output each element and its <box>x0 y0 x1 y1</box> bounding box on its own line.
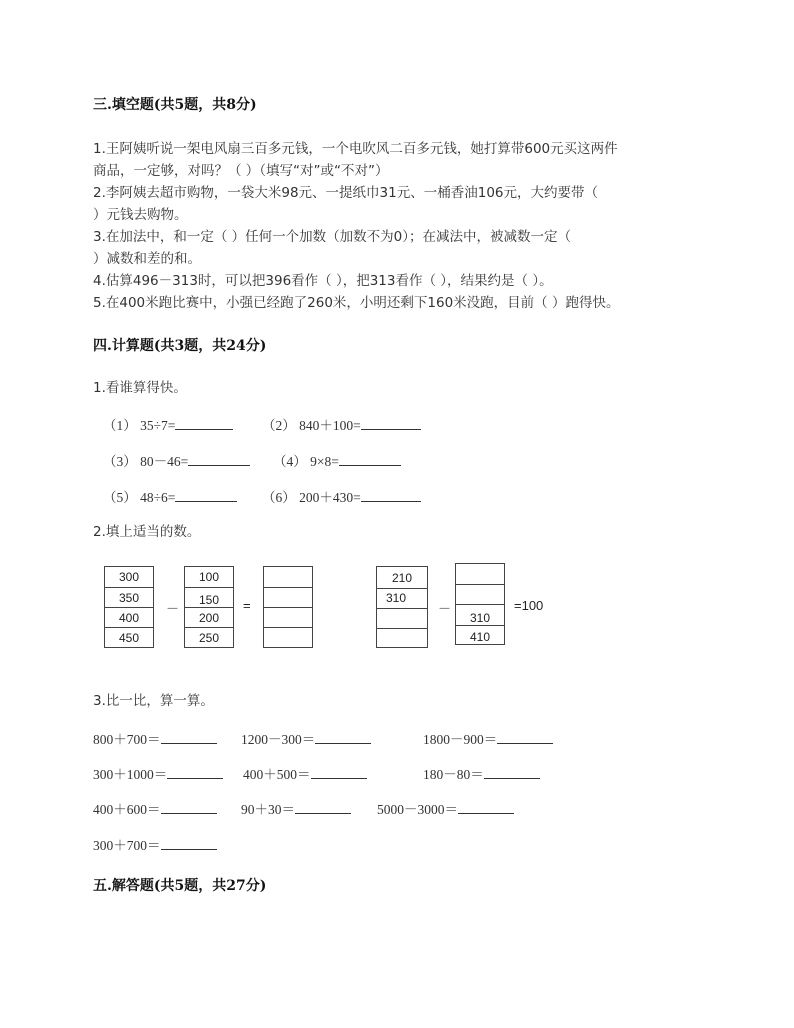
box-cell: 310 <box>456 604 504 625</box>
question-3-2-line-2: ）元钱去购物。 <box>93 207 188 223</box>
answer-blank[interactable] <box>311 766 367 779</box>
question-4-3-title: 3.比一比，算一算。 <box>93 693 214 709</box>
box-cell: 200 <box>185 607 233 627</box>
box-column-a <box>104 566 154 648</box>
answer-box[interactable] <box>264 567 312 587</box>
box-cell: 250 <box>185 627 233 648</box>
compare-item: 800＋700＝ <box>93 728 217 748</box>
box-column-b <box>184 566 234 648</box>
question-3-2-line-1: 2.李阿姨去超市购物，一袋大米98元、一提纸巾31元、一桶香油106元，大约要带（ <box>93 185 599 201</box>
box-cell: 410 <box>456 625 504 645</box>
section-4-heading: 四.计算题(共3题，共24分) <box>93 338 267 354</box>
minus-sign: － <box>166 601 180 616</box>
calc-item: （2） 840＋100= <box>262 414 421 434</box>
answer-blank[interactable] <box>361 417 421 430</box>
section-3-heading: 三.填空题(共5题，共8分) <box>93 97 257 113</box>
box-cell: 310 <box>377 588 427 608</box>
question-3-1-line-2: 商品，一定够，对吗？（ ）（填写“对”或“不对”） <box>93 163 389 179</box>
result-label: =100 <box>514 598 544 613</box>
box-cell: 100 <box>198 570 220 584</box>
calc-item: （1） 35÷7= <box>103 414 233 434</box>
answer-blank[interactable] <box>175 417 233 430</box>
compare-item: 90＋30＝ <box>241 798 351 818</box>
compare-item: 5000－3000＝ <box>377 798 514 818</box>
box-cell: 210 <box>391 571 413 585</box>
compare-item: 1200－300＝ <box>241 728 371 748</box>
answer-box[interactable] <box>377 608 427 628</box>
question-3-4: 4.估算496－313时，可以把396看作（ ），把313看作（ ），结果约是（ ）。 <box>93 273 553 289</box>
box-cell: 450 <box>105 627 153 648</box>
box-cell: 350 <box>105 587 153 607</box>
answer-box[interactable] <box>456 564 504 584</box>
answer-box[interactable] <box>264 607 312 627</box>
equals-sign: = <box>243 598 251 613</box>
answer-box[interactable] <box>456 584 504 604</box>
answer-box[interactable] <box>264 627 312 648</box>
box-cell: 150 <box>185 587 233 607</box>
calc-item: （4） 9×8= <box>273 450 401 470</box>
question-4-2-title: 2.填上适当的数。 <box>93 524 201 540</box>
question-3-1-line-1: 1.王阿姨听说一架电风扇三百多元钱，一个电吹风二百多元钱，她打算带600元买这两件 <box>93 141 618 157</box>
compare-item: 300＋1000＝ <box>93 763 223 783</box>
minus-sign: － <box>438 601 452 616</box>
answer-blank[interactable] <box>188 453 250 466</box>
question-4-1-title: 1.看谁算得快。 <box>93 380 187 396</box>
answer-blank[interactable] <box>161 837 217 850</box>
answer-blank[interactable] <box>361 489 421 502</box>
calc-item: （5） 48÷6= <box>103 486 237 506</box>
answer-blank[interactable] <box>484 766 540 779</box>
compare-item: 180－80＝ <box>423 763 540 783</box>
answer-blank[interactable] <box>161 731 217 744</box>
answer-box[interactable] <box>377 628 427 648</box>
box-column-d <box>376 566 428 648</box>
answer-blank[interactable] <box>161 801 217 814</box>
answer-blank[interactable] <box>497 731 553 744</box>
question-3-3-line-2: ）减数和差的和。 <box>93 251 201 267</box>
answer-blank[interactable] <box>458 801 514 814</box>
answer-box[interactable] <box>264 587 312 607</box>
compare-item: 400＋600＝ <box>93 798 217 818</box>
question-3-5: 5.在400米跑比赛中，小强已经跑了260米，小明还剩下160米没跑，目前（ ）跑得快。 <box>93 295 620 311</box>
box-cell: 400 <box>105 607 153 627</box>
section-5-heading: 五.解答题(共5题，共27分) <box>93 878 267 894</box>
box-column-e <box>455 563 505 645</box>
compare-item: 300＋700＝ <box>93 834 217 854</box>
answer-blank[interactable] <box>339 453 401 466</box>
compare-item: 400＋500＝ <box>243 763 367 783</box>
calc-item: （3） 80－46= <box>103 450 250 470</box>
answer-blank[interactable] <box>295 801 351 814</box>
answer-blank[interactable] <box>175 489 237 502</box>
box-column-c <box>263 566 313 648</box>
question-3-3-line-1: 3.在加法中，和一定（ ）任何一个加数（加数不为0）；在减法中，被减数一定（ <box>93 229 572 245</box>
compare-item: 1800－900＝ <box>423 728 553 748</box>
answer-blank[interactable] <box>167 766 223 779</box>
box-cell: 300 <box>118 570 140 584</box>
calc-item: （6） 200＋430= <box>262 486 421 506</box>
answer-blank[interactable] <box>315 731 371 744</box>
